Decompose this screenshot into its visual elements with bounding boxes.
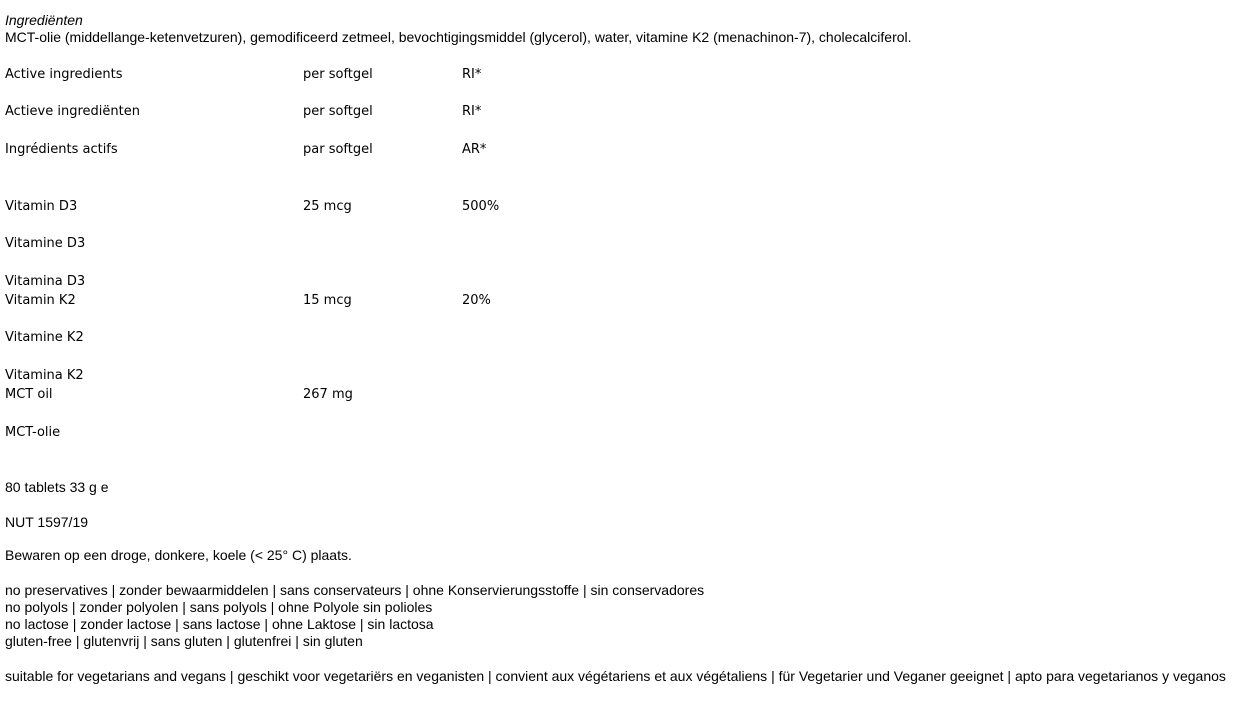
free-from-preservatives: no preservatives | zonder bewaarmiddelen | sans conservateurs | ohne Konservierungsstoffe | sin conservadores xyxy=(5,582,705,598)
row-d3-name-nl: Vitamine D3 xyxy=(5,236,86,251)
header-ri-en: RI* xyxy=(462,67,482,82)
package-info: 80 tablets 33 g e xyxy=(5,479,109,495)
row-mct-name-en: MCT oil xyxy=(5,387,53,402)
row-k2-name-nl: Vitamine K2 xyxy=(5,330,84,345)
row-d3-name-es: Vitamina D3 xyxy=(5,274,86,289)
ingredients-heading: Ingrediënten xyxy=(5,12,83,28)
row-k2-name-es: Vitamina K2 xyxy=(5,368,84,383)
free-from-lactose: no lactose | zonder lactose | sans lactose | ohne Laktose | sin lactosa xyxy=(5,616,434,632)
storage-instructions: Bewaren op een droge, donkere, koele (< 25° C) plaats. xyxy=(5,547,352,563)
header-name-en: Active ingredients xyxy=(5,67,123,82)
header-name-fr: Ingrédients actifs xyxy=(5,142,118,157)
header-ri-fr: AR* xyxy=(462,142,487,157)
free-from-list xyxy=(5,582,704,650)
row-k2-name-en: Vitamin K2 xyxy=(5,293,76,308)
free-from-gluten: gluten-free | glutenvrij | sans gluten | glutenfrei | sin gluten xyxy=(5,633,363,649)
header-per-en: per softgel xyxy=(303,67,373,82)
row-d3-amount: 25 mcg xyxy=(303,199,352,214)
header-per-nl: per softgel xyxy=(303,104,373,119)
row-k2-amount: 15 mcg xyxy=(303,293,352,308)
row-d3-ri: 500% xyxy=(462,199,500,214)
free-from-polyols: no polyols | zonder polyolen | sans polyols | ohne Polyole sin polioles xyxy=(5,599,433,615)
header-per-fr: par softgel xyxy=(303,142,373,157)
header-name-nl: Actieve ingrediënten xyxy=(5,104,140,119)
row-k2-ri: 20% xyxy=(462,293,491,308)
row-mct-name-nl: MCT-olie xyxy=(5,425,61,440)
row-mct-amount: 267 mg xyxy=(303,387,353,402)
ingredients-text: MCT-olie (middellange-ketenvetzuren), gemodificeerd zetmeel, bevochtigingsmiddel (glycerol), water, vitamine K2 (menachinon-7), cholecalciferol. xyxy=(5,29,912,45)
row-d3-name-en: Vitamin D3 xyxy=(5,199,78,214)
header-ri-nl: RI* xyxy=(462,104,482,119)
nut-code: NUT 1597/19 xyxy=(5,514,89,530)
suitable-claim: suitable for vegetarians and vegans | geschikt voor vegetariërs en veganisten | convient aux végétariens et aux végétaliens | für Vegetarier und Veganer geeignet | apto para vegetarianos y veganos xyxy=(5,668,1226,684)
